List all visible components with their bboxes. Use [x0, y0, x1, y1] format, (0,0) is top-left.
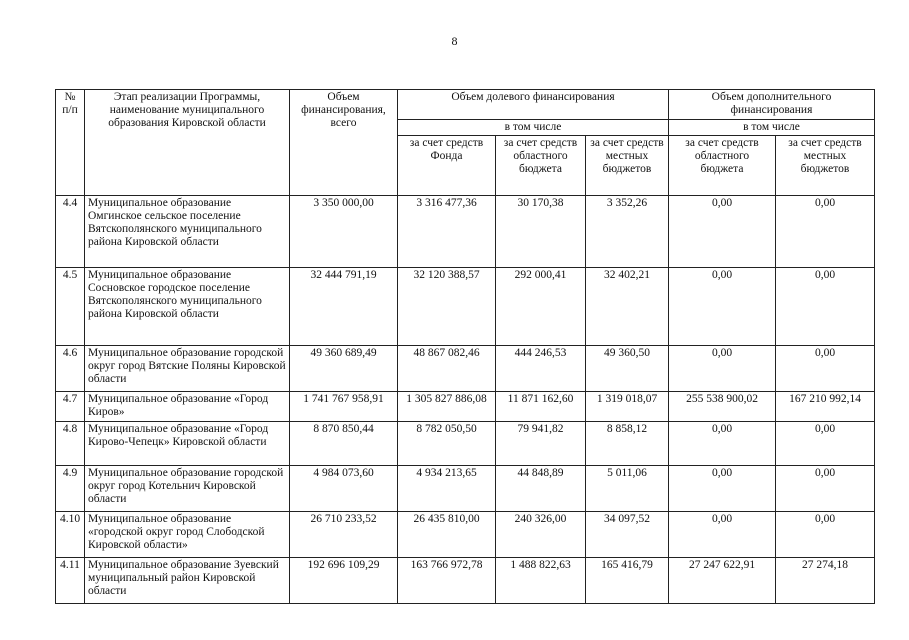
row-name: Муниципальное образование Зуевский муниципальный район Кировской области	[85, 558, 290, 604]
row-number: 4.5	[56, 268, 85, 346]
row-fund: 163 766 972,78	[398, 558, 496, 604]
table-row	[56, 422, 875, 466]
table-row	[56, 512, 875, 558]
row-add-regional: 0,00	[669, 346, 776, 392]
row-total: 32 444 791,19	[290, 268, 398, 346]
row-add-regional: 0,00	[669, 512, 776, 558]
table-row	[56, 346, 875, 392]
header-total: Объем финансирования, всего	[290, 90, 398, 196]
row-fund: 26 435 810,00	[398, 512, 496, 558]
table-row	[56, 558, 875, 604]
row-fund: 48 867 082,46	[398, 346, 496, 392]
row-regional: 240 326,00	[496, 512, 586, 558]
row-local: 165 416,79	[586, 558, 669, 604]
row-local: 3 352,26	[586, 196, 669, 268]
row-add-regional: 0,00	[669, 196, 776, 268]
row-add-regional: 27 247 622,91	[669, 558, 776, 604]
table-row	[56, 466, 875, 512]
row-add-local: 0,00	[776, 422, 875, 466]
table-row	[56, 268, 875, 346]
row-regional: 79 941,82	[496, 422, 586, 466]
row-number: 4.6	[56, 346, 85, 392]
row-number: 4.8	[56, 422, 85, 466]
row-total: 1 741 767 958,91	[290, 392, 398, 422]
row-add-local: 0,00	[776, 466, 875, 512]
row-add-regional: 0,00	[669, 466, 776, 512]
row-fund: 1 305 827 886,08	[398, 392, 496, 422]
row-regional: 44 848,89	[496, 466, 586, 512]
row-regional: 1 488 822,63	[496, 558, 586, 604]
row-add-local: 0,00	[776, 268, 875, 346]
row-total: 26 710 233,52	[290, 512, 398, 558]
row-local: 32 402,21	[586, 268, 669, 346]
row-add-local: 0,00	[776, 346, 875, 392]
row-local: 34 097,52	[586, 512, 669, 558]
row-total: 3 350 000,00	[290, 196, 398, 268]
row-total: 4 984 073,60	[290, 466, 398, 512]
header-share-including: в том числе	[398, 120, 669, 136]
row-name: Муниципальное образование городской округ город Вятские Поляны Кировской области	[85, 346, 290, 392]
row-add-local: 27 274,18	[776, 558, 875, 604]
row-fund: 8 782 050,50	[398, 422, 496, 466]
row-name: Муниципальное образование городской округ город Котельнич Кировской области	[85, 466, 290, 512]
row-total: 8 870 850,44	[290, 422, 398, 466]
row-local: 49 360,50	[586, 346, 669, 392]
row-regional: 30 170,38	[496, 196, 586, 268]
header-number: № п/п	[56, 90, 85, 196]
row-total: 192 696 109,29	[290, 558, 398, 604]
row-add-regional: 255 538 900,02	[669, 392, 776, 422]
page-number: 8	[451, 34, 458, 48]
row-local: 1 319 018,07	[586, 392, 669, 422]
header-local: за счет средств местных бюджетов	[586, 136, 669, 196]
header-row-main	[56, 90, 875, 120]
header-regional: за счет средств областного бюджета	[496, 136, 586, 196]
row-regional: 11 871 162,60	[496, 392, 586, 422]
row-number: 4.4	[56, 196, 85, 268]
header-stage: Этап реализации Программы, наименование муниципального образования Кировской области	[85, 90, 290, 196]
header-additional-financing: Объем дополнительного финансирования	[669, 90, 875, 120]
row-regional: 292 000,41	[496, 268, 586, 346]
header-fund: за счет средств Фонда	[398, 136, 496, 196]
header-add-regional: за счет средств областного бюджета	[669, 136, 776, 196]
row-name: Муниципальное образование Сосновское городское поселение Вятскополянского муниципального района Кировской области	[85, 268, 290, 346]
row-name: Муниципальное образование «городской округ город Слободской Кировской области»	[85, 512, 290, 558]
row-number: 4.11	[56, 558, 85, 604]
row-number: 4.9	[56, 466, 85, 512]
header-additional-including: в том числе	[669, 120, 875, 136]
row-name: Муниципальное образование «Город Кирово-Чепецк» Кировской области	[85, 422, 290, 466]
row-name: Муниципальное образование Омгинское сельское поселение Вятскополянского муниципального района Кировской области	[85, 196, 290, 268]
table-row	[56, 392, 875, 422]
row-local: 5 011,06	[586, 466, 669, 512]
row-fund: 3 316 477,36	[398, 196, 496, 268]
header-share-financing: Объем долевого финансирования	[398, 90, 669, 120]
row-local: 8 858,12	[586, 422, 669, 466]
row-number: 4.10	[56, 512, 85, 558]
row-name: Муниципальное образование «Город Киров»	[85, 392, 290, 422]
row-add-local: 0,00	[776, 512, 875, 558]
row-regional: 444 246,53	[496, 346, 586, 392]
table-row	[56, 196, 875, 268]
row-add-local: 167 210 992,14	[776, 392, 875, 422]
row-number: 4.7	[56, 392, 85, 422]
row-fund: 4 934 213,65	[398, 466, 496, 512]
row-add-regional: 0,00	[669, 422, 776, 466]
row-fund: 32 120 388,57	[398, 268, 496, 346]
financing-table	[55, 89, 875, 604]
row-total: 49 360 689,49	[290, 346, 398, 392]
row-add-regional: 0,00	[669, 268, 776, 346]
row-add-local: 0,00	[776, 196, 875, 268]
header-add-local: за счет средств местных бюджетов	[776, 136, 875, 196]
